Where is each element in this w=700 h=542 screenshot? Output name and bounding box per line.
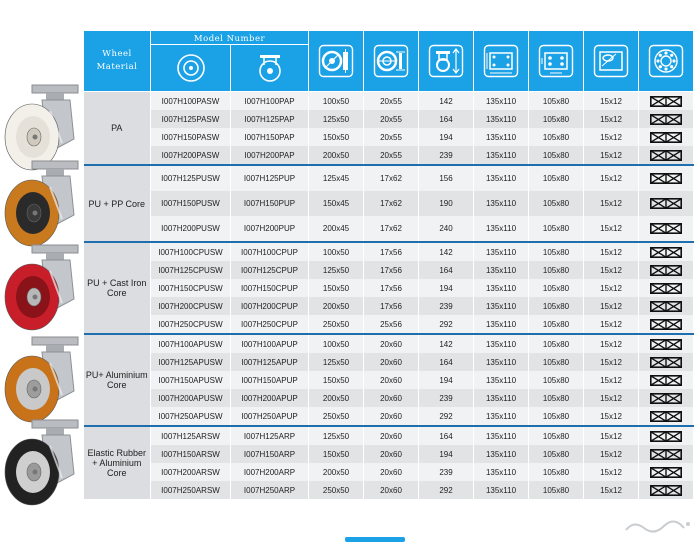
fixed-model-cell: I007H200APUP: [231, 389, 309, 407]
black-rubber-aluminium-swivel-caster-image: [2, 418, 80, 508]
fixed-model-cell: I007H125APUP: [231, 353, 309, 371]
bearing-mark-icon: [650, 393, 682, 404]
height-cell: 142: [419, 92, 474, 111]
bearing-mark-icon: [650, 173, 682, 184]
bolt-hole-size-header: [584, 31, 639, 92]
bearing-cell: [639, 216, 694, 241]
orange-pu-aluminium-swivel-caster-image: [2, 335, 80, 425]
top-plate-size-header: [474, 31, 529, 92]
wheel-size-cell: 125x50: [309, 427, 364, 445]
hub-cell: 20x60: [364, 353, 419, 371]
hub-cell: 17x62: [364, 191, 419, 216]
wheel-material-cell: PA: [84, 92, 151, 165]
table-row: [84, 243, 694, 261]
table-row: [84, 463, 694, 481]
hole-spacing-cell: 105x80: [529, 463, 584, 481]
hole-spacing-cell: 105x80: [529, 427, 584, 445]
table-row: [84, 279, 694, 297]
bearing-mark-icon: [650, 198, 682, 209]
swivel-model-cell: I007H150PASW: [151, 128, 231, 146]
swivel-model-cell: I007H250CPUSW: [151, 315, 231, 333]
height-cell: 292: [419, 407, 474, 425]
hub-cell: 17x56: [364, 243, 419, 261]
fixed-model-cell: I007H150CPUP: [231, 279, 309, 297]
wheel-diameter-width-header: [309, 31, 364, 92]
hub-cell: 20x60: [364, 481, 419, 499]
hub-cell: 17x56: [364, 261, 419, 279]
bearing-mark-icon: [650, 485, 682, 496]
swivel-model-cell: I007H125ARSW: [151, 427, 231, 445]
height-cell: 194: [419, 279, 474, 297]
hub-cell: 20x60: [364, 407, 419, 425]
bolt-size-cell: 15x12: [584, 297, 639, 315]
wheel-material-cell: PU+ Aluminium Core: [84, 335, 151, 425]
bearing-mark-icon: [650, 223, 682, 234]
bearing-mark-icon: [650, 96, 682, 107]
bolt-size-cell: 15x12: [584, 389, 639, 407]
bolt-size-cell: 15x12: [584, 353, 639, 371]
hub-cell: 20x60: [364, 463, 419, 481]
height-cell: 292: [419, 315, 474, 333]
fixed-model-cell: I007H100PAP: [231, 92, 309, 111]
height-cell: 239: [419, 463, 474, 481]
bearing-cell: [639, 261, 694, 279]
swivel-model-cell: I007H200APUSW: [151, 389, 231, 407]
fixed-model-cell: I007H100CPUP: [231, 243, 309, 261]
plate-size-cell: 135x110: [474, 243, 529, 261]
height-cell: 164: [419, 110, 474, 128]
bolt-size-cell: 15x12: [584, 335, 639, 353]
wheel-size-cell: 250x50: [309, 315, 364, 333]
fixed-model-cell: I007H125CPUP: [231, 261, 309, 279]
footer-strip: [345, 537, 405, 542]
hub-cell: 20x55: [364, 92, 419, 111]
plate-size-cell: 135x110: [474, 463, 529, 481]
wheel-material-cell: PU + Cast Iron Core: [84, 243, 151, 333]
swivel-model-cell: I007H250APUSW: [151, 407, 231, 425]
wheel-material-header: Wheel Material: [84, 31, 151, 92]
table-row: [84, 353, 694, 371]
swivel-caster-header: [151, 45, 231, 92]
table-row: [84, 297, 694, 315]
hole-spacing-cell: 105x80: [529, 166, 584, 191]
bearing-cell: [639, 407, 694, 425]
table-row: [84, 481, 694, 499]
swivel-model-cell: I007H125CPUSW: [151, 261, 231, 279]
wheel-size-cell: 150x50: [309, 128, 364, 146]
bolt-size-cell: 15x12: [584, 315, 639, 333]
swivel-model-cell: I007H150ARSW: [151, 445, 231, 463]
bearing-mark-icon: [650, 283, 682, 294]
red-pu-cast-iron-swivel-caster-image: [2, 243, 80, 333]
plate-size-cell: 135x110: [474, 481, 529, 499]
height-cell: 239: [419, 297, 474, 315]
ball-bearing-header: [639, 31, 694, 92]
hub-cell: 17x56: [364, 279, 419, 297]
hole-spacing-cell: 105x80: [529, 243, 584, 261]
specification-body: [84, 92, 694, 500]
plate-size-cell: 135x110: [474, 297, 529, 315]
hole-spacing-cell: 105x80: [529, 297, 584, 315]
bearing-cell: [639, 481, 694, 499]
bearing-cell: [639, 128, 694, 146]
bearing-cell: [639, 243, 694, 261]
bearing-cell: [639, 389, 694, 407]
hub-length-bore-header: [364, 31, 419, 92]
bolt-size-cell: 15x12: [584, 110, 639, 128]
bolt-size-cell: 15x12: [584, 279, 639, 297]
hub-cell: 20x60: [364, 371, 419, 389]
fixed-model-cell: I007H150APUP: [231, 371, 309, 389]
bearing-cell: [639, 445, 694, 463]
hole-spacing-cell: 105x80: [529, 191, 584, 216]
hub-cell: 20x55: [364, 128, 419, 146]
height-cell: 164: [419, 427, 474, 445]
wheel-size-cell: 200x45: [309, 216, 364, 241]
wheel-size-cell: 200x50: [309, 463, 364, 481]
table-row: [84, 128, 694, 146]
bolt-hole-spacing-header: [529, 31, 584, 92]
swivel-model-cell: I007H250ARSW: [151, 481, 231, 499]
bearing-mark-icon: [650, 411, 682, 422]
fixed-model-cell: I007H125PUP: [231, 166, 309, 191]
table-row: [84, 110, 694, 128]
bearing-mark-icon: [650, 449, 682, 460]
wheel-size-cell: 100x50: [309, 243, 364, 261]
table-row: [84, 371, 694, 389]
plate-size-cell: 135x110: [474, 445, 529, 463]
bearing-mark-icon: [650, 375, 682, 386]
fixed-caster-header: [231, 45, 309, 92]
bearing-cell: [639, 297, 694, 315]
height-cell: 240: [419, 216, 474, 241]
hub-cell: 17x56: [364, 297, 419, 315]
plate-size-cell: 135x110: [474, 315, 529, 333]
wheel-size-cell: 100x50: [309, 92, 364, 111]
specification-table: [83, 30, 694, 499]
height-cell: 142: [419, 335, 474, 353]
bearing-mark-icon: [650, 467, 682, 478]
fixed-model-cell: I007H125ARP: [231, 427, 309, 445]
model-number-header: Model Number: [151, 31, 309, 45]
swivel-model-cell: I007H125APUSW: [151, 353, 231, 371]
wheel-size-cell: 150x50: [309, 371, 364, 389]
bearing-cell: [639, 110, 694, 128]
overall-height-header: [419, 31, 474, 92]
bolt-hole-size-icon: [593, 44, 629, 78]
hub-cell: 20x55: [364, 146, 419, 164]
hole-spacing-cell: 105x80: [529, 279, 584, 297]
plate-size-cell: 135x110: [474, 216, 529, 241]
plate-size-cell: 135x110: [474, 389, 529, 407]
bearing-mark-icon: [650, 319, 682, 330]
bearing-mark-icon: [650, 132, 682, 143]
fixed-model-cell: I007H125PAP: [231, 110, 309, 128]
plate-size-cell: 135x110: [474, 353, 529, 371]
bearing-mark-icon: [650, 247, 682, 258]
plate-size-cell: 135x110: [474, 261, 529, 279]
bolt-size-cell: 15x12: [584, 261, 639, 279]
bolt-size-cell: 15x12: [584, 445, 639, 463]
bolt-size-cell: 15x12: [584, 407, 639, 425]
hole-spacing-cell: 105x80: [529, 371, 584, 389]
height-cell: 194: [419, 371, 474, 389]
wheel-size-cell: 125x45: [309, 166, 364, 191]
height-cell: 194: [419, 445, 474, 463]
swivel-model-cell: I007H100APUSW: [151, 335, 231, 353]
fixed-model-cell: I007H150PAP: [231, 128, 309, 146]
bearing-cell: [639, 166, 694, 191]
fixed-model-cell: I007H250CPUP: [231, 315, 309, 333]
plate-size-cell: 135x110: [474, 166, 529, 191]
swivel-model-cell: I007H200CPUSW: [151, 297, 231, 315]
bearing-mark-icon: [650, 357, 682, 368]
wheel-size-cell: 125x50: [309, 110, 364, 128]
hole-spacing-cell: 105x80: [529, 128, 584, 146]
fixed-model-cell: I007H250APUP: [231, 407, 309, 425]
ball-bearing-icon: [648, 44, 684, 78]
height-cell: 164: [419, 261, 474, 279]
bearing-mark-icon: [650, 114, 682, 125]
orange-pu-black-core-swivel-caster-image: [2, 159, 80, 249]
bolt-size-cell: 15x12: [584, 216, 639, 241]
watermark-logo: [622, 516, 692, 536]
wheel-material-cell: PU + PP Core: [84, 166, 151, 241]
hole-spacing-cell: 105x80: [529, 146, 584, 164]
wheel-size-cell: 100x50: [309, 335, 364, 353]
bearing-mark-icon: [650, 301, 682, 312]
plate-size-cell: 135x110: [474, 407, 529, 425]
height-cell: 164: [419, 353, 474, 371]
table-row: [84, 315, 694, 333]
bolt-size-cell: 15x12: [584, 481, 639, 499]
plate-size-cell: 135x110: [474, 371, 529, 389]
hole-spacing-cell: 105x80: [529, 216, 584, 241]
fixed-model-cell: I007H150ARP: [231, 445, 309, 463]
bearing-cell: [639, 335, 694, 353]
fixed-model-cell: I007H150PUP: [231, 191, 309, 216]
table-row: [84, 146, 694, 164]
bolt-size-cell: 15x12: [584, 128, 639, 146]
hole-spacing-cell: 105x80: [529, 110, 584, 128]
wheel-size-cell: 150x50: [309, 279, 364, 297]
hub-cell: 20x55: [364, 110, 419, 128]
wheel-size-cell: 250x50: [309, 481, 364, 499]
swivel-model-cell: I007H200PUSW: [151, 216, 231, 241]
bolt-size-cell: 15x12: [584, 92, 639, 111]
bearing-cell: [639, 315, 694, 333]
hole-spacing-cell: 105x80: [529, 481, 584, 499]
hole-spacing-cell: 105x80: [529, 335, 584, 353]
plate-size-cell: 135x110: [474, 279, 529, 297]
bolt-size-cell: 15x12: [584, 243, 639, 261]
wheel-size-cell: 200x50: [309, 146, 364, 164]
bolt-size-cell: 15x12: [584, 371, 639, 389]
plate-size-cell: 135x110: [474, 110, 529, 128]
table-row: [84, 92, 694, 111]
wheel-size-cell: 200x50: [309, 297, 364, 315]
hole-spacing-cell: 105x80: [529, 261, 584, 279]
swivel-model-cell: I007H200PASW: [151, 146, 231, 164]
bolt-size-cell: 15x12: [584, 427, 639, 445]
height-cell: 239: [419, 389, 474, 407]
hub-cell: 17x62: [364, 166, 419, 191]
table-row: [84, 335, 694, 353]
bearing-cell: [639, 191, 694, 216]
bearing-cell: [639, 353, 694, 371]
swivel-model-cell: I007H150CPUSW: [151, 279, 231, 297]
fixed-model-cell: I007H250ARP: [231, 481, 309, 499]
bearing-mark-icon: [650, 265, 682, 276]
swivel-model-cell: I007H100PASW: [151, 92, 231, 111]
swivel-model-cell: I007H125PUSW: [151, 166, 231, 191]
bearing-mark-icon: [650, 150, 682, 161]
plate-size-cell: 135x110: [474, 427, 529, 445]
wheel-size-cell: 250x50: [309, 407, 364, 425]
hole-spacing-cell: 105x80: [529, 389, 584, 407]
hole-spacing-cell: 105x80: [529, 92, 584, 111]
bearing-mark-icon: [650, 431, 682, 442]
top-plate-size-icon: [483, 44, 519, 78]
bolt-hole-spacing-icon: [538, 44, 574, 78]
wheel-size-cell: 125x50: [309, 261, 364, 279]
height-cell: 142: [419, 243, 474, 261]
swivel-model-cell: I007H200ARSW: [151, 463, 231, 481]
fixed-model-cell: I007H200PUP: [231, 216, 309, 241]
table-row: [84, 445, 694, 463]
plate-size-cell: 135x110: [474, 335, 529, 353]
height-cell: 239: [419, 146, 474, 164]
hole-spacing-cell: 105x80: [529, 407, 584, 425]
hub-cell: 25x56: [364, 315, 419, 333]
hub-cell: 17x62: [364, 216, 419, 241]
bolt-size-cell: 15x12: [584, 463, 639, 481]
fixed-model-cell: I007H200ARP: [231, 463, 309, 481]
wheel-size-cell: 200x50: [309, 389, 364, 407]
hole-spacing-cell: 105x80: [529, 315, 584, 333]
swivel-model-cell: I007H125PASW: [151, 110, 231, 128]
hole-spacing-cell: 105x80: [529, 353, 584, 371]
plate-size-cell: 135x110: [474, 146, 529, 164]
wheel-size-cell: 150x50: [309, 445, 364, 463]
hole-spacing-cell: 105x80: [529, 445, 584, 463]
swivel-model-cell: I007H100CPUSW: [151, 243, 231, 261]
fixed-caster-icon: [252, 51, 288, 85]
wheel-size-cell: 125x50: [309, 353, 364, 371]
height-cell: 194: [419, 128, 474, 146]
swivel-plate-caster-icon: [173, 51, 209, 85]
hub-cell: 20x60: [364, 389, 419, 407]
height-cell: 292: [419, 481, 474, 499]
wheel-diameter-width-icon: [318, 44, 354, 78]
height-cell: 190: [419, 191, 474, 216]
wheel-size-cell: 150x45: [309, 191, 364, 216]
swivel-model-cell: I007H150PUSW: [151, 191, 231, 216]
bearing-cell: [639, 279, 694, 297]
bearing-cell: [639, 146, 694, 164]
table-row: [84, 427, 694, 445]
bolt-size-cell: 15x12: [584, 146, 639, 164]
hub-length-bore-icon: [373, 44, 409, 78]
fixed-model-cell: I007H100APUP: [231, 335, 309, 353]
bearing-cell: [639, 92, 694, 111]
table-row: [84, 407, 694, 425]
bearing-cell: [639, 427, 694, 445]
bolt-size-cell: 15x12: [584, 191, 639, 216]
bolt-size-cell: 15x12: [584, 166, 639, 191]
overall-height-icon: [428, 44, 464, 78]
bearing-mark-icon: [650, 339, 682, 350]
height-cell: 156: [419, 166, 474, 191]
hub-cell: 20x60: [364, 445, 419, 463]
table-row: [84, 216, 694, 241]
swivel-model-cell: I007H150APUSW: [151, 371, 231, 389]
bearing-cell: [639, 371, 694, 389]
table-row: [84, 191, 694, 216]
plate-size-cell: 135x110: [474, 128, 529, 146]
fixed-model-cell: I007H200PAP: [231, 146, 309, 164]
table-row: [84, 389, 694, 407]
wheel-image-column: [0, 0, 83, 542]
bearing-cell: [639, 463, 694, 481]
wheel-material-cell: Elastic Rubber + Aluminium Core: [84, 427, 151, 499]
table-row: [84, 261, 694, 279]
hub-cell: 20x60: [364, 335, 419, 353]
table-row: [84, 166, 694, 191]
fixed-model-cell: I007H200CPUP: [231, 297, 309, 315]
hub-cell: 20x60: [364, 427, 419, 445]
plate-size-cell: 135x110: [474, 92, 529, 111]
plate-size-cell: 135x110: [474, 191, 529, 216]
